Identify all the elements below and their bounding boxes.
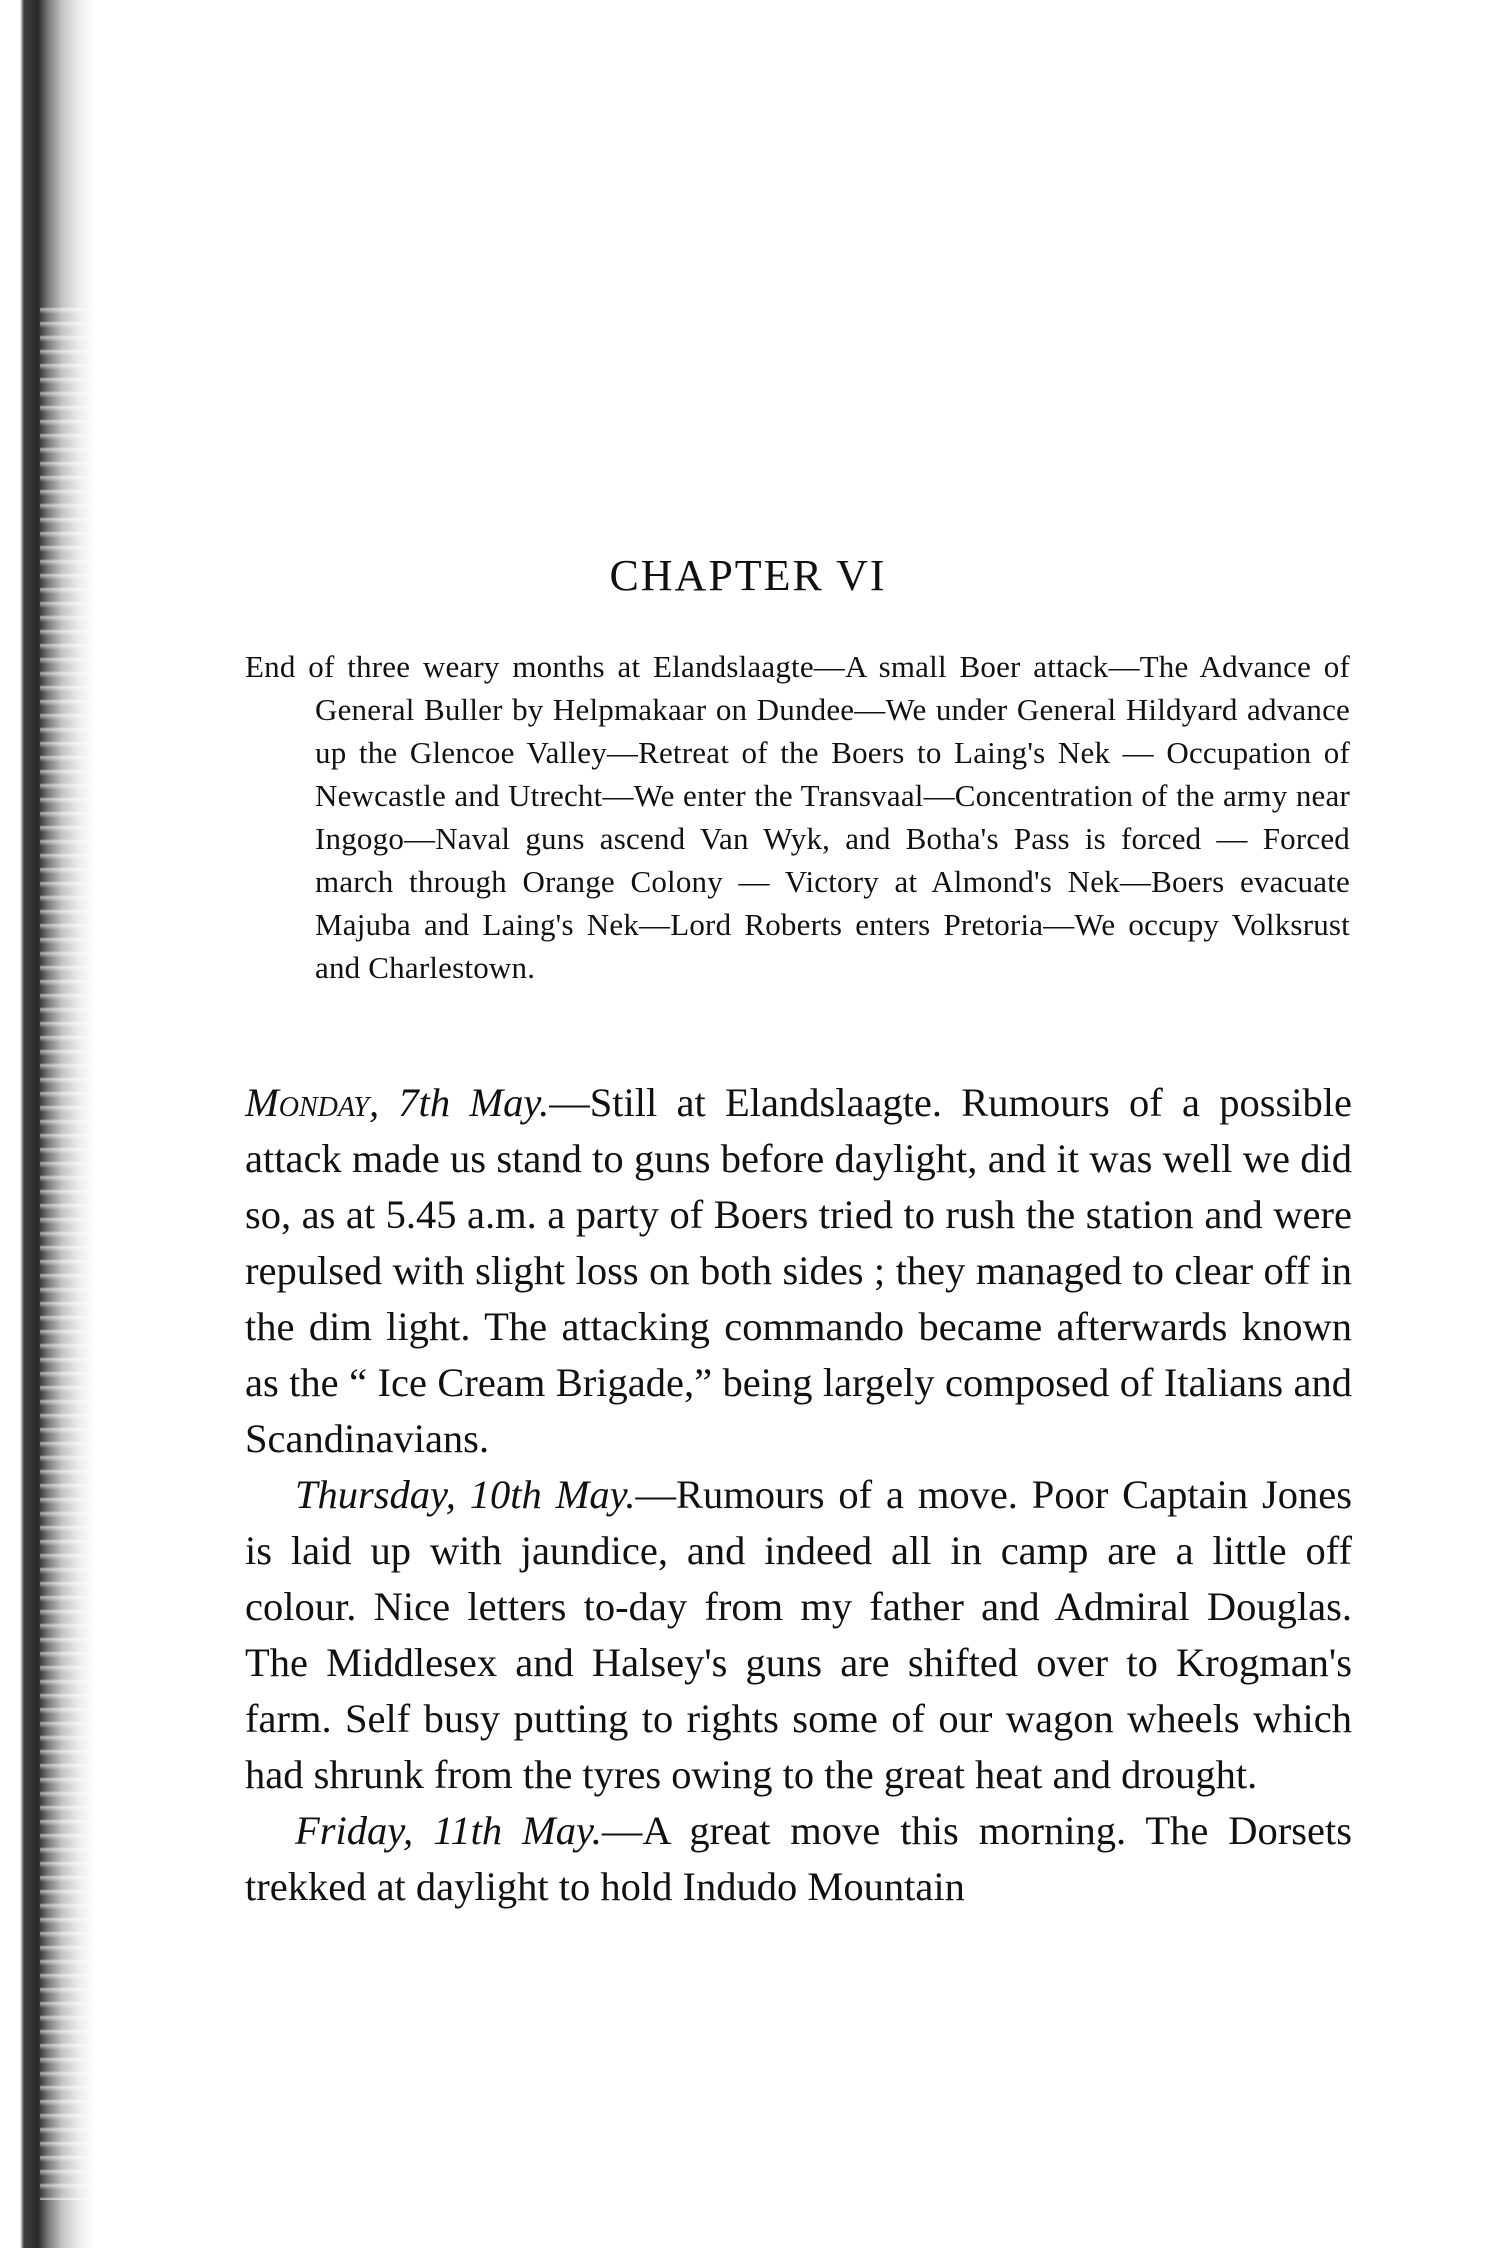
entry-day: Thursday, [295,1472,456,1517]
chapter-title: CHAPTER VI [609,551,887,600]
entry-text: —Rumours of a move. Poor Captain Jones is laid up with jaundice, and indeed all in camp are a little off colour. Nice letters to-day from my father and Admiral Douglas. The Middlesex and Halsey's guns are shifted over to Krogman's farm. Self busy putting to rights some of our wagon wheels which had shrunk from the tyres owing to the great heat and drought. [245,1472,1353,1797]
diary-body [245,1075,1352,1915]
entry-text: —A great move this morning. The Dorsets trekked at daylight to hold Indudo Mountain [245,1808,1353,1909]
diary-entry [245,1803,1352,1915]
entry-text: —Still at Elandslaagte. Rumours of a possible attack made us stand to guns before daylight, and it was well we did so, as at 5.45 a.m. a party of Boers tried to rush the station and were repulsed with slight loss on both sides ; they managed to clear off in the dim light. The attacking commando became afterwards known as the “ Ice Cream Brigade,” being largely composed of Italians and Scandinavians. [245,1080,1352,1461]
diary-entry [245,1075,1352,1467]
entry-date: 11th May. [433,1808,602,1853]
entry-day: Friday, [295,1808,414,1853]
entry-day: Monday, [245,1080,380,1125]
entry-date: 7th May. [398,1080,550,1125]
diary-entry [245,1467,1352,1803]
chapter-summary: End of three weary months at Elandslaagte—A small Boer attack—The Advance of General Buller by Helpmakaar on Dundee—We under General Hildyard advance up the Glencoe Valley—Retreat of the Boers to Laing's Nek — Occupation of Newcastle and Utrecht—We enter the Transvaal—Concentration of the army near Ingogo—Naval guns ascend Van Wyk, and Botha's Pass is forced — Forced march through Orange Colony — Victory at Almond's Nek—Boers evacuate Majuba and Laing's Nek—Lord Roberts enters Pretoria—We occupy Volksrust and Charlestown. [245,649,1350,985]
entry-date: 10th May. [469,1472,636,1517]
